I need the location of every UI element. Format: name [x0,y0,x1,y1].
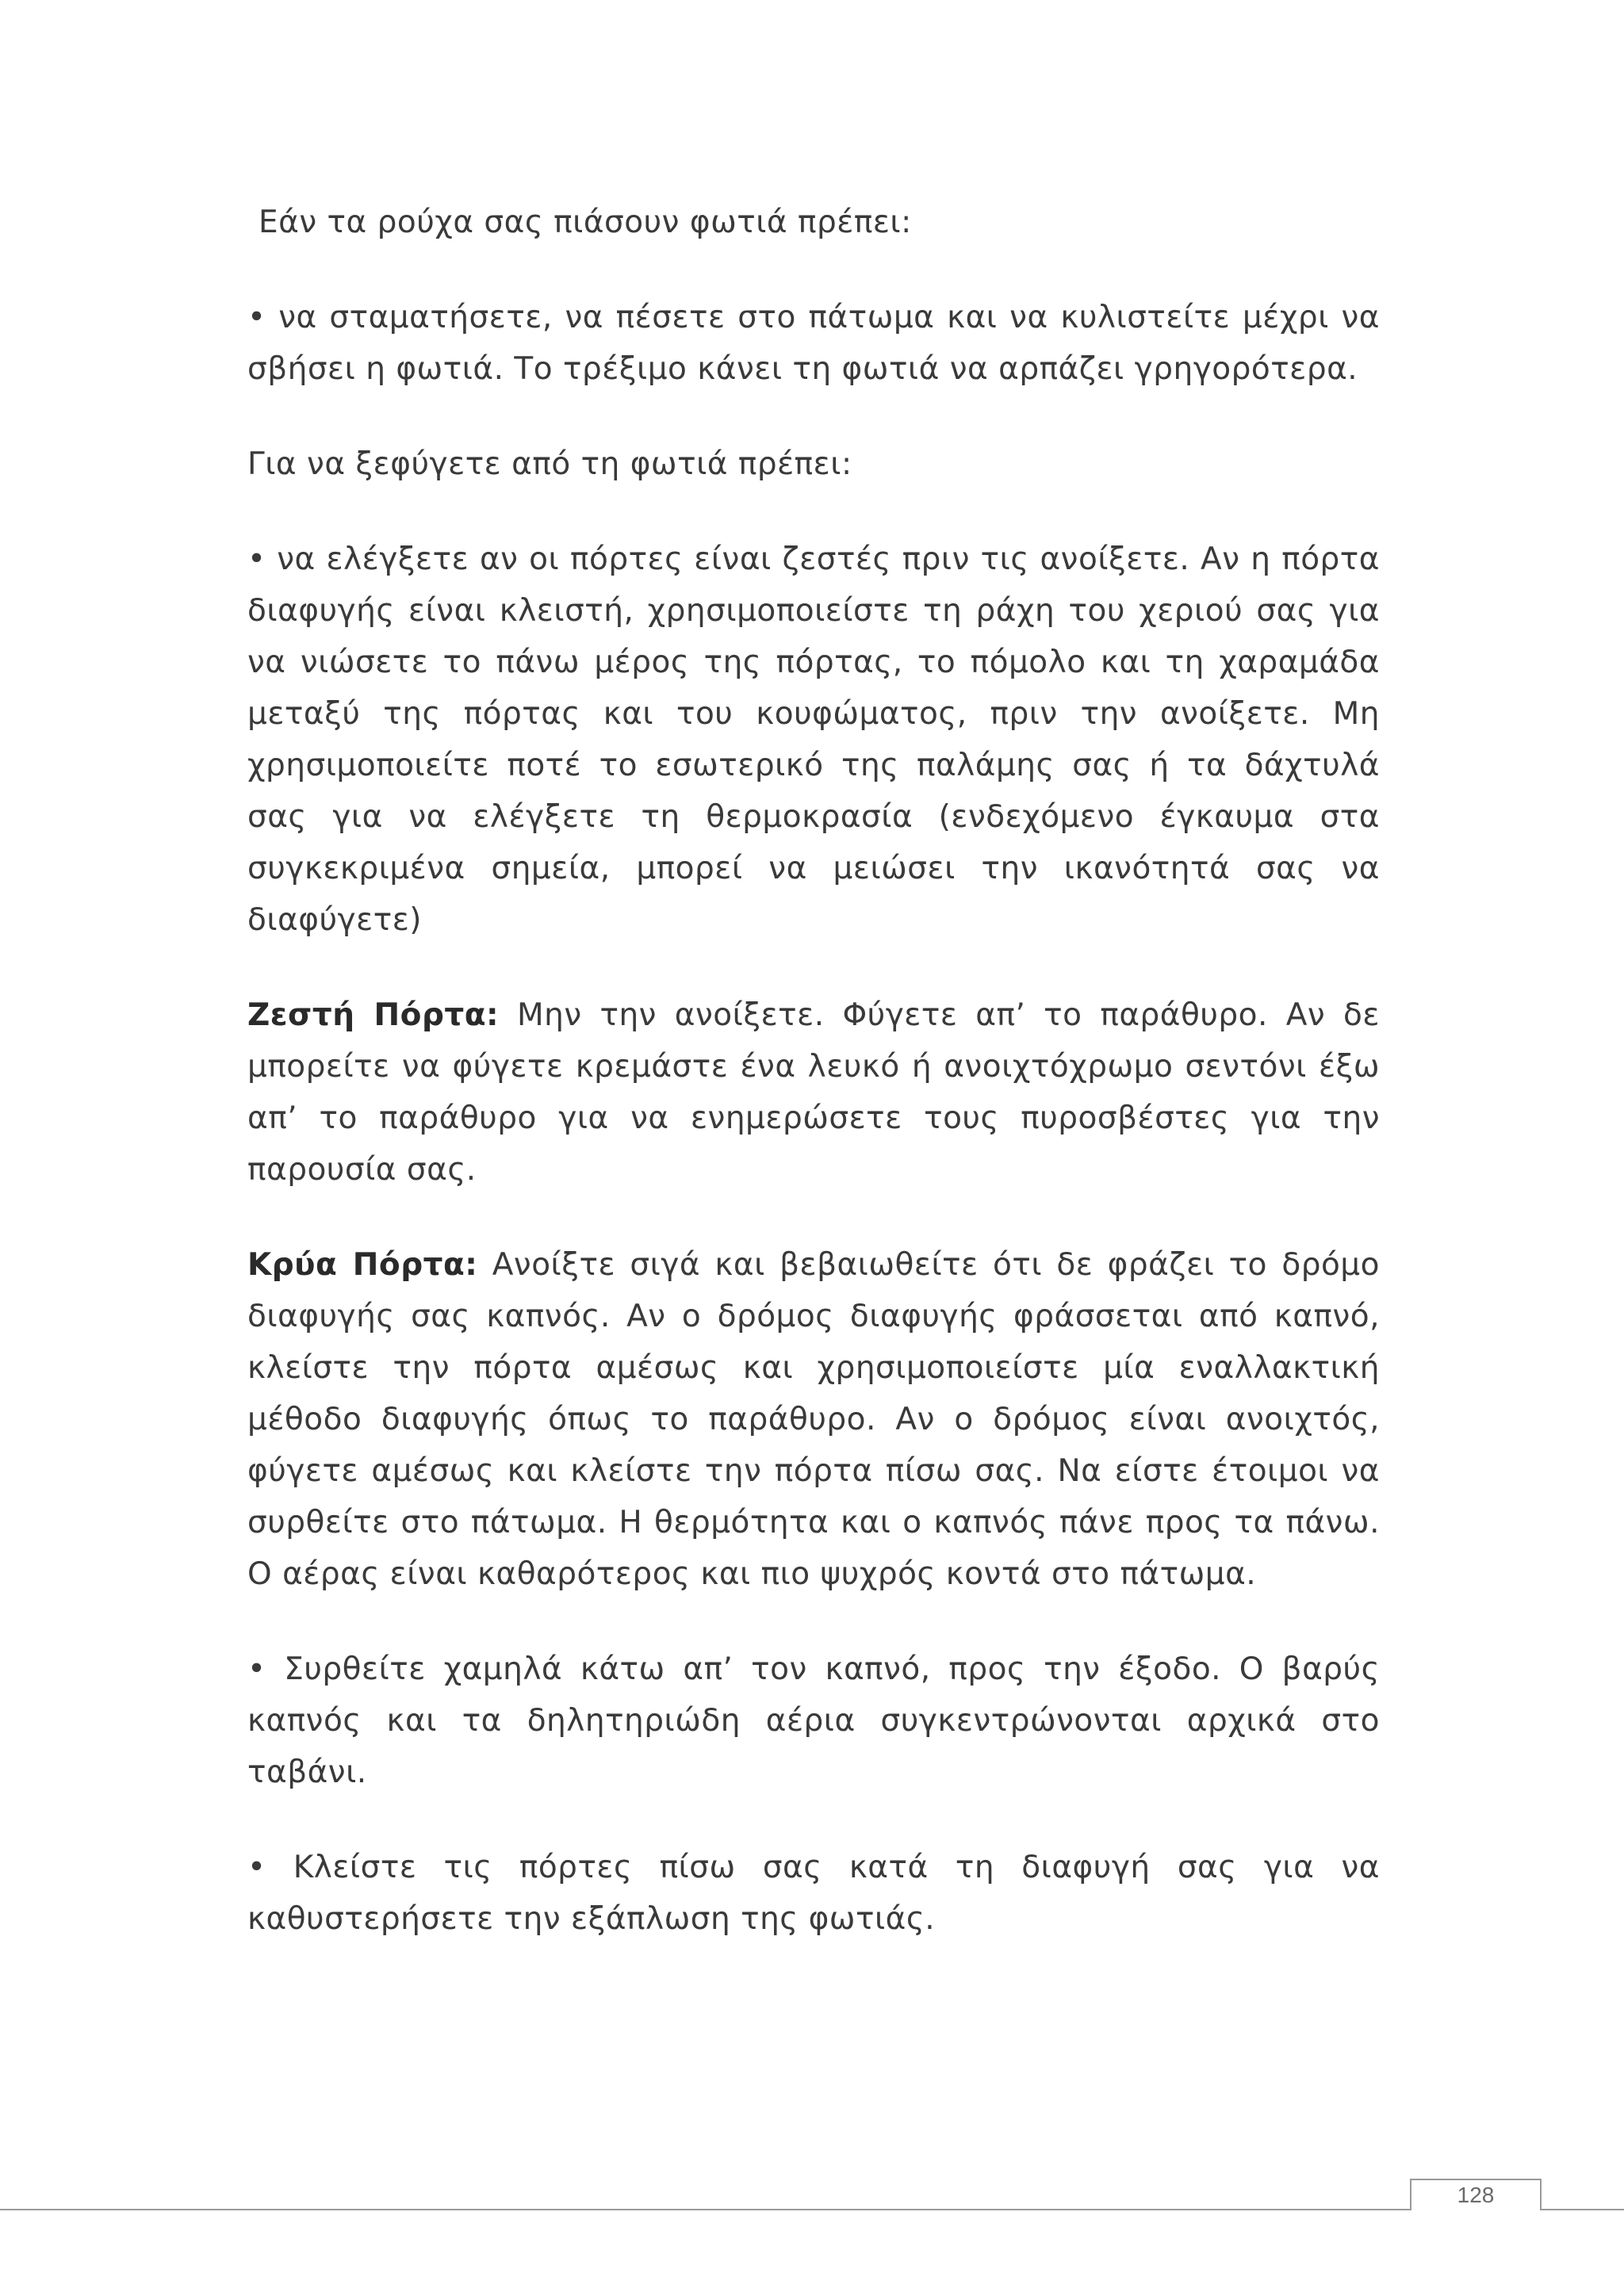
hot-door-paragraph [247,989,1380,1196]
intro-escape-fire: Για να ξεφύγετε από τη φωτιά πρέπει: [247,446,852,482]
cold-door-paragraph [247,1239,1380,1600]
intro-clothes-fire: Εάν τα ρούχα σας πιάσουν φωτιά πρέπει: [259,205,912,240]
hot-door-text: Μην την ανοίξετε. Φύγετε απ’ το παράθυρο. Αν δε μπορείτε να φύγετε κρεμάστε ένα λευκό ή ανοιχτόχρωμο σεντόνι έξω απ’ το παράθυρο για να ενημερώσετε τους πυροσβέστες για την παρουσία σας. [247,997,1380,1188]
page-content [247,197,1380,1988]
bullet-crawl-low: • Συρθείτε χαμηλά κάτω απ’ τον καπνό, προς την έξοδο. Ο βαρύς καπνός και τα δηλητηριώδη αέρια συγκεντρώνονται αρχικά στο ταβάνι. [247,1651,1380,1790]
cold-door-label: Κρύα Πόρτα: [247,1247,478,1283]
page-number: 128 [1410,2179,1542,2210]
hot-door-label: Ζεστή Πόρτα: [247,997,500,1033]
bullet-check-doors: • να ελέγξετε αν οι πόρτες είναι ζεστές πριν τις ανοίξετε. Αν η πόρτα διαφυγής είναι κλειστή, χρησιμοποιείστε τη ράχη του χεριού σας για να νιώσετε το πάνω μέρος της πόρτας, το πόμολο και τη χαραμάδα μεταξύ της πόρτας και του κουφώματος, πριν την ανοίξετε. Μη χρησιμοποιείτε ποτέ το εσωτερικό της παλάμης σας ή τα δάχτυλά σας για να ελέγξετε τη θερμοκρασία (ενδεχόμενο έγκαυμα στα συγκεκριμένα σημεία, μπορεί να μειώσει την ικανότητά σας να διαφύγετε) [247,541,1380,938]
bullet-stop-drop-roll: • να σταματήσετε, να πέσετε στο πάτωμα και να κυλιστείτε μέχρι να σβήσει η φωτιά. Το τρέξιμο κάνει τη φωτιά να αρπάζει γρηγορότερα. [247,300,1380,387]
footer-rule [0,2209,1624,2210]
bullet-close-doors: • Κλείστε τις πόρτες πίσω σας κατά τη διαφυγή σας για να καθυστερήσετε την εξάπλωση της φωτιάς. [247,1850,1380,1937]
cold-door-text: Ανοίξτε σιγά και βεβαιωθείτε ότι δε φράζει το δρόμο διαφυγής σας καπνός. Αν ο δρόμος διαφυγής φράσσεται από καπνό, κλείστε την πόρτα αμέσως και χρησιμοποιείστε μία εναλλακτική μέθοδο διαφυγής όπως το παράθυρο. Αν ο δρόμος είναι ανοιχτός, φύγετε αμέσως και κλείστε την πόρτα πίσω σας. Να είστε έτοιμοι να συρθείτε στο πάτωμα. Η θερμότητα και ο καπνός πάνε προς τα πάνω. Ο αέρας είναι καθαρότερος και πιο ψυχρός κοντά στο πάτωμα. [247,1247,1380,1592]
